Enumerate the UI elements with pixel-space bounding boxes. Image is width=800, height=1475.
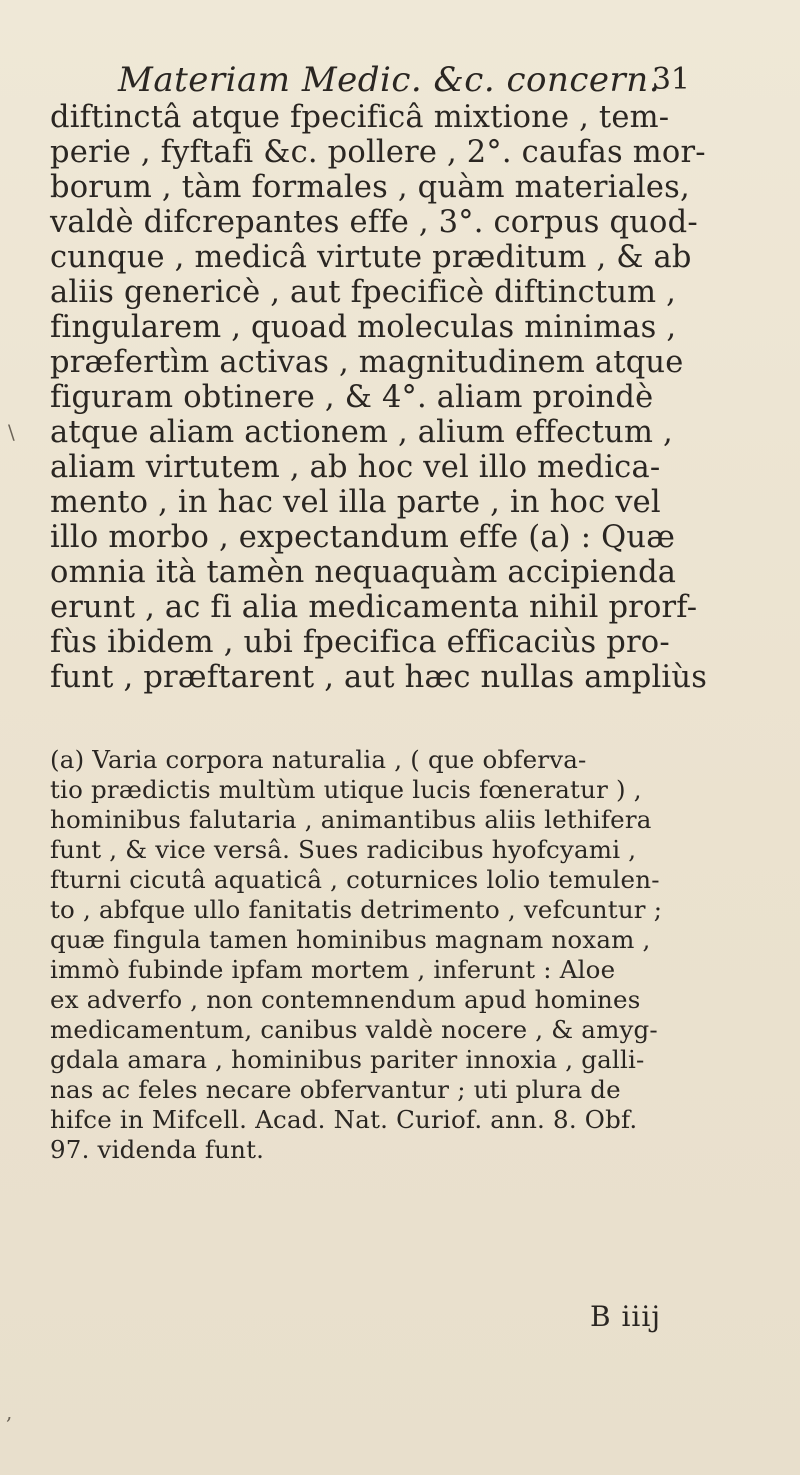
- footnote-line: tio prædictis multùm utique lucis fœneratur ) ,: [50, 775, 642, 804]
- body-line: atque aliam actionem , alium effectum ,: [50, 415, 673, 450]
- margin-ink-spot: ,: [6, 1400, 13, 1424]
- body-line: fùs ibidem , ubi fpecifica efficaciùs pro-: [50, 625, 670, 660]
- footnote-line: nas ac feles necare obfervantur ; uti plura de: [50, 1075, 621, 1104]
- footnote-line: quæ fingula tamen hominibus magnam noxam ,: [50, 925, 651, 954]
- footnote-line: gdala amara , hominibus pariter innoxia , galli-: [50, 1045, 645, 1074]
- footnote-line: immò fubinde ipfam mortem , inferunt : Aloe: [50, 955, 616, 984]
- page-number: 31: [651, 62, 690, 97]
- footnote-line: ex adverfo , non contemnendum apud homines: [50, 985, 641, 1014]
- body-line: aliam virtutem , ab hoc vel illo medica-: [50, 450, 661, 485]
- footnote-line: (a) Varia corpora naturalia , ( que obferva-: [50, 745, 587, 774]
- footnote-line: hominibus falutaria , animantibus aliis lethifera: [50, 805, 652, 834]
- body-line: diftinctâ atque fpecificâ mixtione , tem-: [50, 100, 670, 135]
- body-line: illo morbo , expectandum effe (a) : Quæ: [50, 520, 676, 555]
- footnote-line: to , abfque ullo fanitatis detrimento , vefcuntur ;: [50, 895, 663, 924]
- body-line: perie , fyftafi &c. pollere , 2°. caufas mor-: [50, 135, 706, 170]
- footnote-line: 97. videnda funt.: [50, 1135, 265, 1164]
- body-line: mento , in hac vel illa parte , in hoc vel: [50, 485, 661, 520]
- body-line: præfertìm activas , magnitudinem atque: [50, 345, 684, 380]
- body-line: borum , tàm formales , quàm materiales,: [50, 170, 690, 205]
- body-line: cunque , medicâ virtute præditum , & ab: [50, 240, 692, 275]
- footnote-line: hifce in Mifcell. Acad. Nat. Curiof. ann. 8. Obf.: [50, 1105, 638, 1134]
- body-line: funt , præftarent , aut hæc nullas ampliùs: [50, 660, 708, 695]
- running-head: [110, 60, 690, 104]
- body-line: fingularem , quoad moleculas minimas ,: [50, 310, 677, 345]
- body-line: erunt , ac fi alia medicamenta nihil prorf-: [50, 590, 698, 625]
- margin-tick-mark: \: [8, 420, 15, 444]
- footnote-line: fturni cicutâ aquaticâ , coturnices lolio temulen-: [50, 865, 660, 894]
- footnote-line: funt , & vice versâ. Sues radicibus hyofcyami ,: [50, 835, 637, 864]
- body-line: aliis genericè , aut fpecificè diftinctum ,: [50, 275, 677, 310]
- body-line: valdè difcrepantes effe , 3°. corpus quod-: [50, 205, 698, 240]
- footnote-line: medicamentum, canibus valdè nocere , & amyg-: [50, 1015, 658, 1044]
- signature-mark: B iiij: [590, 1300, 662, 1333]
- body-line: omnia ità tamèn nequaquàm accipienda: [50, 555, 677, 590]
- running-title: Materiam Medic. &c. concern.: [118, 60, 660, 100]
- body-line: figuram obtinere , & 4°. aliam proindè: [50, 380, 654, 415]
